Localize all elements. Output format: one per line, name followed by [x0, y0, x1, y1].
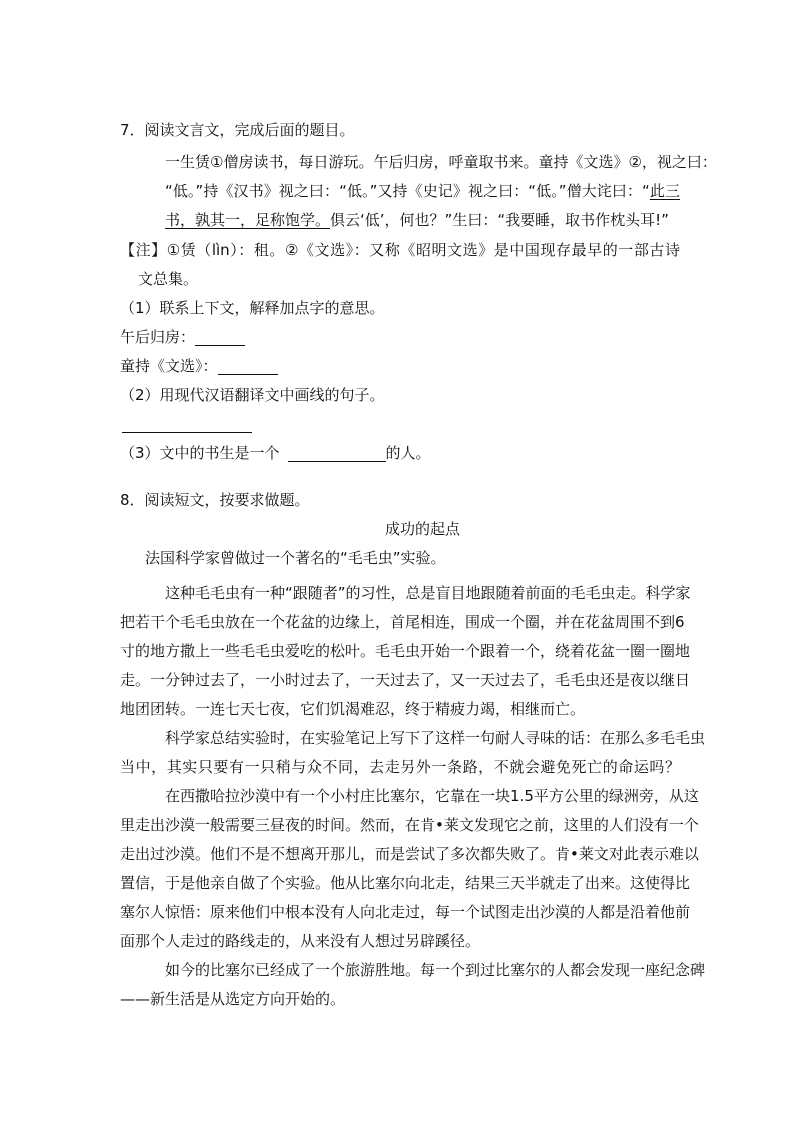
answer-blank[interactable]: [218, 356, 278, 375]
q8-p2-line: 当中，其实只要有一只稍与众不同，去走另外一条路，不就会避免死亡的命运吗？: [120, 758, 680, 776]
q8-p3-line: 塞尔人惊悟：原来他们中根本没有人向北走过，每一个试图走出沙漠的人都是沿着他前: [120, 903, 691, 921]
q8-p1-line: 这种毛毛虫有一种“跟随者”的习性，总是盲目地跟随着前面的毛毛虫走。科学家: [165, 584, 691, 602]
q7-sub-1-label-b: 童持《文选》：: [120, 357, 218, 375]
q7-sub-2-answer: [120, 410, 680, 439]
q8-p4-line: 如今的比塞尔已经成了一个旅游胜地。每一个到过比塞尔的人都会发现一座纪念碑: [165, 961, 706, 979]
q8-paragraph-2: [120, 724, 706, 782]
q8-p1-line: 寸的地方撒上一些毛毛虫爱吃的松叶。毛毛虫开始一个跟着一个，绕着花盆一圈一圈地: [120, 642, 691, 660]
q7-heading: 7．阅读文言文，完成后面的题目。: [120, 121, 355, 139]
q7-sub-question-2: （2）用现代汉语翻译文中画线的句子。: [120, 386, 385, 404]
q7-passage-line-1: 一生赁①僧房读书，每日游玩。午后归房，呼童取书来。童持《文选》②，视之曰：: [165, 153, 717, 171]
q7-sub-3-label: （3）文中的书生是一个: [120, 444, 280, 462]
q7-sub-1-label-a: 午后归房：: [120, 328, 196, 346]
q7-sub-1-item-b: [120, 352, 680, 381]
q8-p1-line: 地团团转。一连七天七夜，它们饥渴难忍，终于精疲力竭，相继而亡。: [120, 700, 586, 718]
q8-p4-line: ——新生活是从选定方向开始的。: [120, 990, 346, 1008]
q8-paragraph-4: [120, 956, 706, 1014]
q8-p3-line: 置信，于是他亲自做了个实验。他从比塞尔向北走，结果三天半就走了出来。这使得比: [120, 874, 691, 892]
q7-passage-line-3: [165, 206, 680, 235]
q8-p2-line: 科学家总结实验时，在实验笔记上写下了这样一句耐人寻味的话：在那么多毛毛虫: [165, 729, 706, 747]
q7-passage-text: “低。”持《汉书》视之曰：“低。”又持《史记》视之曰：“低。”僧大诧曰：“: [165, 182, 650, 200]
q7-underlined-sentence: 此三: [649, 182, 680, 200]
q7-note-line-2: 文总集。: [138, 270, 199, 288]
q8-paragraph-3: [120, 782, 699, 956]
q8-p3-line: 走出过沙漠。他们不是不想离开那儿，而是尝试了多次都失败了。肯•莱文对此表示难以: [120, 845, 699, 863]
question-7: [120, 116, 717, 468]
q7-sub-3-suffix: 的人。: [385, 444, 431, 462]
q7-passage-text: 俱云‘低’，何也？”生曰：“我要睡，取书作枕头耳!”: [330, 211, 669, 229]
q8-p1-line: 走。一分钟过去了，一小时过去了，一天过去了，又一天过去了，毛毛虫还是夜以继日: [120, 671, 691, 689]
q7-sub-question-3: [120, 439, 680, 468]
q7-sub-1-item-a: [120, 323, 680, 352]
q7-note-line-1: 【注】①赁（lìn）：租。②《文选》：又称《昭明文选》是中国现存最早的一部古诗: [120, 241, 680, 259]
q8-heading: 8．阅读短文，按要求做题。: [120, 491, 310, 509]
answer-blank[interactable]: [122, 414, 252, 433]
q8-article-title: 成功的起点: [384, 520, 460, 538]
q8-p3-line: 面那个人走过的路线走的，从来没有人想过另辟蹊径。: [120, 932, 481, 950]
q8-p1-line: 把若干个毛毛虫放在一个花盆的边缘上，首尾相连，围成一个圈，并在花盆周围不到6: [120, 613, 685, 631]
q7-sub-question-1: （1）联系上下文，解释加点字的意思。: [120, 299, 385, 317]
q7-passage-line-2: [165, 177, 680, 206]
q7-underlined-sentence: 书，孰其一，足称饱学。: [165, 211, 331, 229]
question-8: [120, 486, 706, 1014]
answer-blank[interactable]: [288, 443, 386, 462]
answer-blank[interactable]: [195, 327, 245, 346]
q8-intro: 法国科学家曾做过一个著名的“毛毛虫”实验。: [145, 549, 446, 567]
q8-p3-line: 在西撒哈拉沙漠中有一个小村庄比塞尔，它靠在一块1.5平方公里的绿洲旁，从这: [165, 787, 699, 805]
q8-paragraph-1: [120, 579, 691, 724]
q8-p3-line: 里走出沙漠一般需要三昼夜的时间。然而，在肯•莱文发现它之前，这里的人们没有一个: [120, 816, 699, 834]
